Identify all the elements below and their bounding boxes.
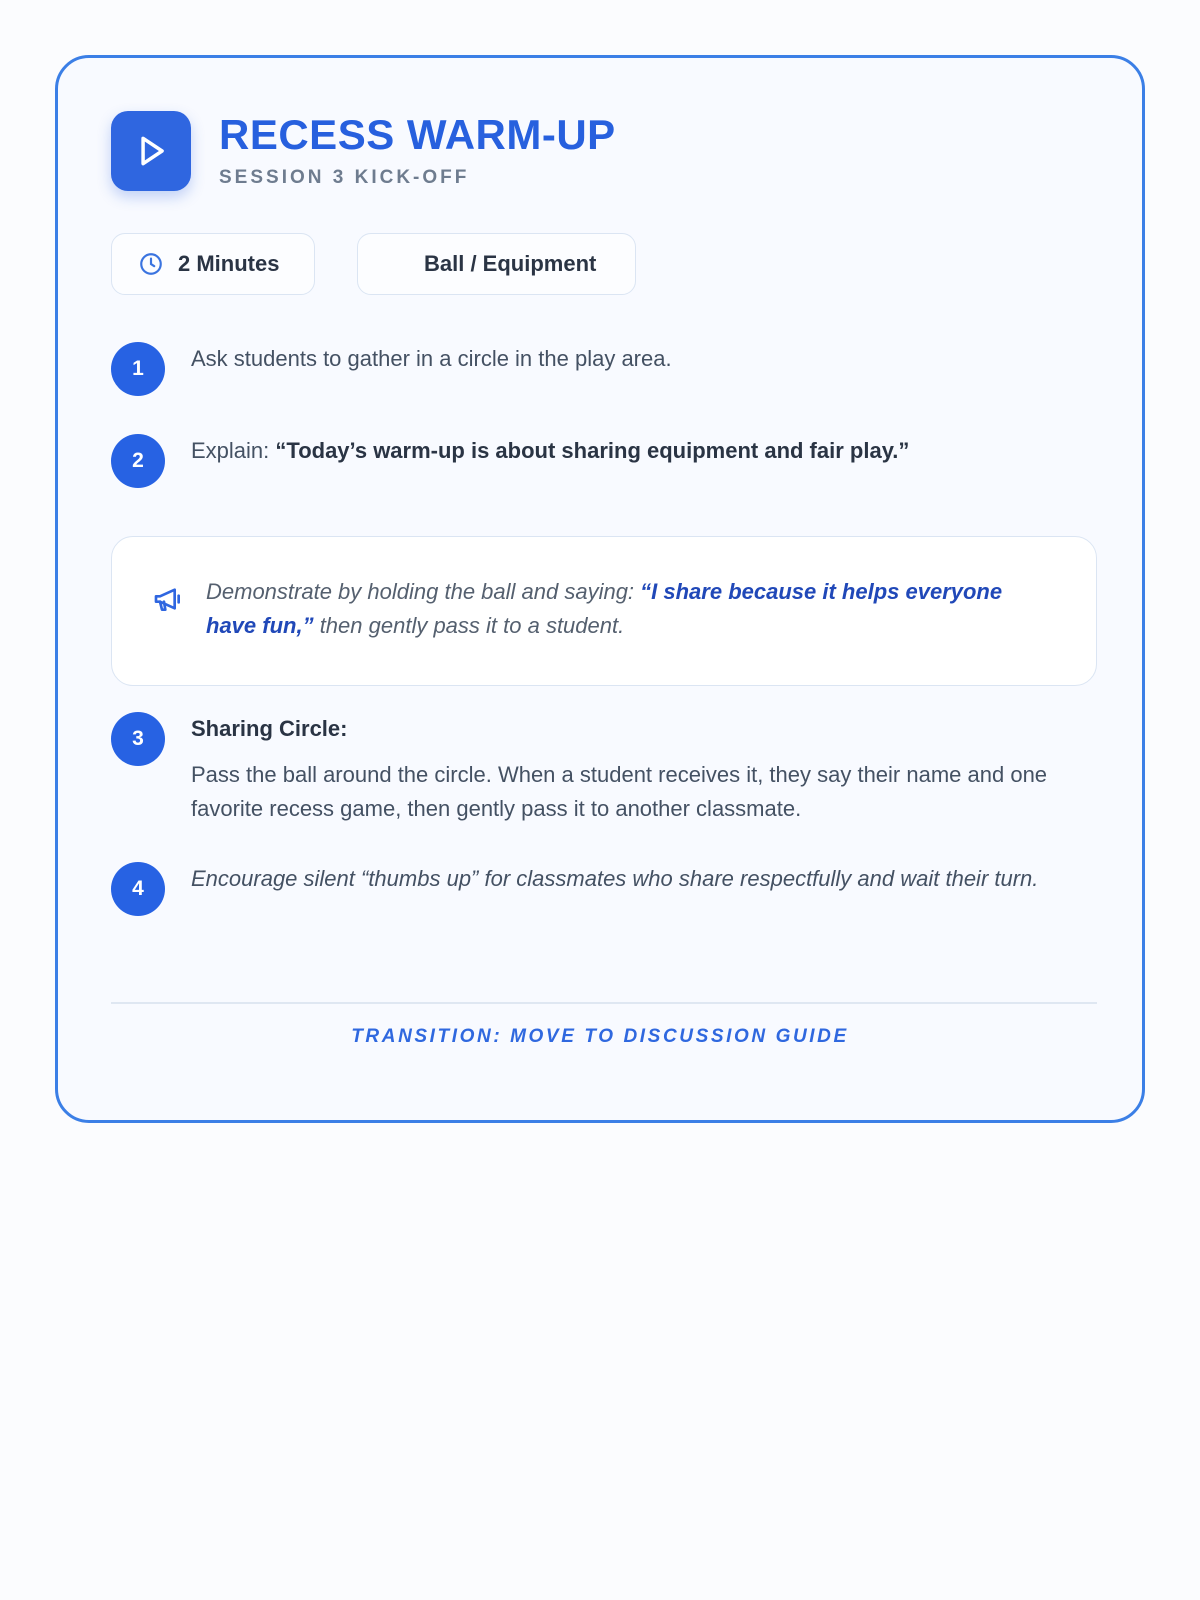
activity-card xyxy=(55,55,1145,1123)
step-text: Ask students to gather in a circle in the play area. xyxy=(191,346,672,371)
step-text: Pass the ball around the circle. When a student receives it, they say their name and one favorite recess game, then gently pass it to another classmate. xyxy=(191,762,1048,821)
step-number-badge: 1 xyxy=(111,342,165,396)
step-heading: Sharing Circle: xyxy=(191,716,348,741)
duration-label: 2 Minutes xyxy=(178,251,280,276)
megaphone-icon xyxy=(152,583,184,620)
step-2 xyxy=(111,434,1089,472)
step-1 xyxy=(111,342,1089,380)
step-content xyxy=(191,712,1089,826)
card-header xyxy=(111,111,616,191)
equipment-label: Ball / Equipment xyxy=(424,251,597,276)
transition-link[interactable]: TRANSITION: MOVE TO DISCUSSION GUIDE xyxy=(351,1026,849,1047)
step-quote: “Today’s warm-up is about sharing equipment and fair play.” xyxy=(275,438,910,463)
callout-lead: Demonstrate by holding the ball and saying: xyxy=(206,579,641,604)
step-text: Encourage silent “thumbs up” for classmates who share respectfully and wait their turn. xyxy=(191,866,1039,891)
callout-tail: then gently pass it to a student. xyxy=(313,613,625,638)
step-3 xyxy=(111,712,1089,826)
callout-quote: “I share because it helps everyone have fun,” xyxy=(206,579,1003,638)
step-4 xyxy=(111,862,1089,900)
equipment-pill xyxy=(357,233,636,295)
divider xyxy=(111,1002,1097,1004)
page-title: RECESS WARM-UP xyxy=(219,110,616,158)
step-number-badge: 2 xyxy=(111,434,165,488)
clock-icon xyxy=(138,251,164,277)
step-number-badge: 4 xyxy=(111,862,165,916)
step-text xyxy=(191,434,1089,468)
step-number-badge: 3 xyxy=(111,712,165,766)
demonstration-callout xyxy=(111,536,1097,686)
session-subtitle: SESSION 3 KICK-OFF xyxy=(219,167,470,189)
callout-text xyxy=(206,575,1056,643)
step-prefix: Explain: xyxy=(191,438,276,463)
duration-pill xyxy=(111,233,315,295)
play-icon[interactable] xyxy=(111,111,191,191)
